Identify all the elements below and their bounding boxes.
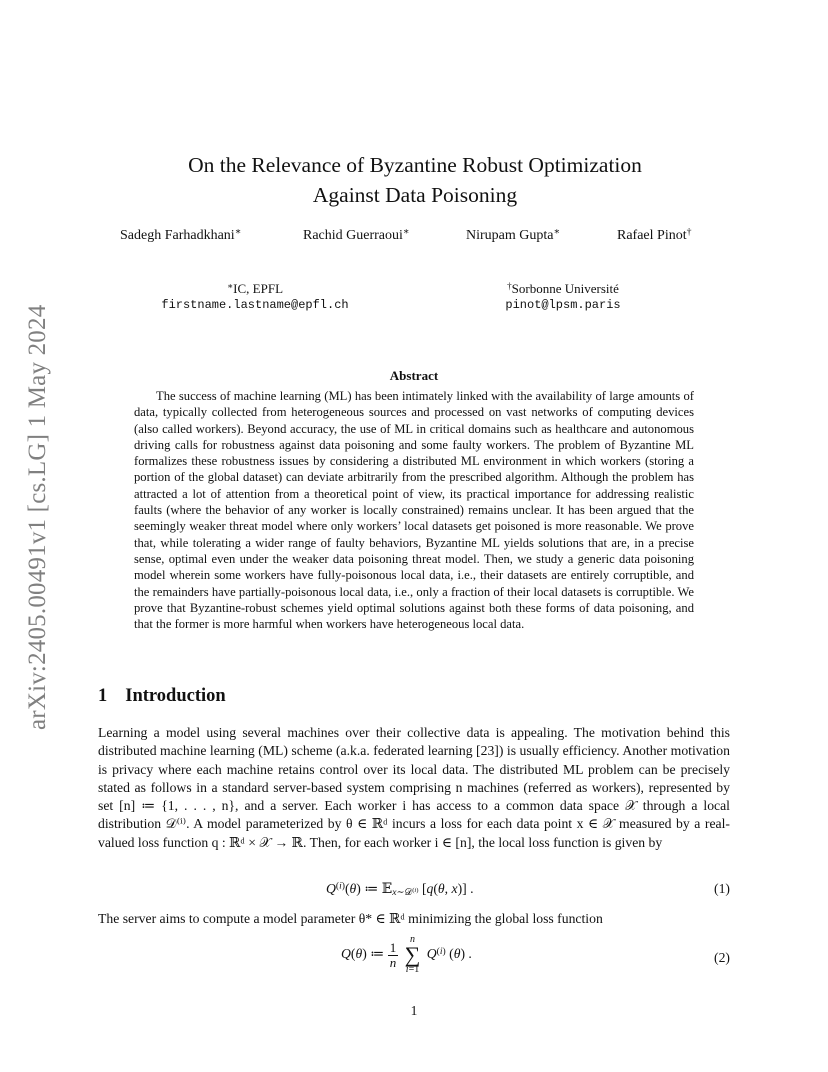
author: [303, 228, 410, 244]
affiliation-email: pinot@lpsm.paris: [505, 298, 621, 312]
equation-1: [98, 881, 730, 901]
equation-2-expression: Q(θ) ≔ $\frac{1}{n}$ n ∑ i=1 $Q^{(i)}$ (θ) .: [341, 934, 472, 975]
section-heading: [98, 686, 226, 707]
fraction: $\frac{1}{n}$: [389, 939, 397, 970]
title-line-2: Against Data Poisoning: [312, 183, 518, 207]
author-name: Rachid Guerraoui: [303, 228, 403, 243]
author-mark: ∗: [553, 226, 561, 238]
abstract-heading: Abstract: [389, 368, 439, 383]
author-name: Sadegh Farhadkhani: [120, 228, 235, 243]
author-mark: ∗: [234, 226, 242, 238]
affiliation-name: [478, 280, 648, 297]
author-name: Rafael Pinot: [617, 228, 687, 243]
page-number: 1: [410, 1003, 418, 1018]
affiliation: [150, 280, 360, 314]
author: [617, 228, 692, 244]
affiliation-mark: †: [507, 280, 512, 291]
affiliation-name: [150, 280, 360, 297]
equation-2-number: (2): [714, 950, 730, 965]
affiliation-text: Sorbonne Université: [511, 281, 619, 296]
affiliation-text: IC, EPFL: [233, 281, 284, 296]
equation-2: [98, 935, 730, 985]
section-number: 1: [98, 686, 108, 706]
title-line-1: On the Relevance of Byzantine Robust Optimization: [188, 153, 642, 177]
arxiv-identifier: arXiv:2405.00491v1 [cs.LG] 1 May 2024: [24, 304, 51, 730]
summation: n ∑ i=1: [404, 934, 421, 975]
affiliation-mark: ∗: [226, 280, 234, 291]
abstract-text: The success of machine learning (ML) has been intimately linked with the availability of large amounts of data, typically collected from heterogeneous sources and processed on vast networks of computing devices (also called workers). Beyond accuracy, the use of ML in critical domains such as healthcare and autonomous driving calls for robustness against data poisoning and some faulty workers. The problem of Byzantine ML formalizes these robustness issues by considering a distributed ML environment in which workers (storing a portion of the global dataset) can deviate arbitrarily from the prescribed algorithm. Although the problem has attracted a lot of attention from a theoretical point of view, its practical importance for addressing realistic faults (where the behavior of any worker is locally constrained) remains unclear. It has been argued that the seemingly weaker threat model where only workers’ local datasets get poisoned is more reasonable. We prove that, while tolerating a wider range of faulty behaviors, Byzantine ML yields solutions that are, in a precise sense, optimal even under the weaker data poisoning threat model. Then, we study a generic data poisoning model wherein some workers have fully-poisonous local data, i.e., their datasets are entirely corruptible, and the remainders have partially-poisonous local data, i.e., only a fraction of their local datasets is corruptible. We prove that Byzantine-robust schemes yield optimal solutions against both these forms of data poisoning, and that the former is more harmful when workers have heterogeneous local data.: [134, 389, 694, 632]
author: [466, 228, 560, 244]
affiliation-email: firstname.lastname@epfl.ch: [161, 298, 349, 312]
section-title: Introduction: [125, 686, 226, 706]
author-name: Nirupam Gupta: [466, 228, 554, 243]
affiliation: [478, 280, 648, 314]
author-mark: ∗: [402, 226, 410, 238]
intro-paragraph-1: Learning a model using several machines over their collective data is appealing. The motivation behind this distributed machine learning (ML) scheme (a.k.a. federated learning [23]) is usually efficiency. Another motivation is privacy where each machine retains control over its local data. The distributed ML problem can be precisely stated as follows in a standard server-based system comprising n machines (referred as workers), represented by set [n] ≔ {1, . . . , n}, and a server. Each worker i has access to a common data space 𝒳 through a local distribution 𝒟⁽ⁱ⁾. A model parameterized by θ ∈ ℝᵈ incurs a loss for each data point x ∈ 𝒳 measured by a real-valued loss function q : ℝᵈ × 𝒳 → ℝ. Then, for each worker i ∈ [n], the local loss function is given by: [98, 725, 730, 850]
equation-1-number: (1): [714, 881, 730, 896]
intro-paragraph-2: The server aims to compute a model parameter θ* ∈ ℝᵈ minimizing the global loss function: [98, 911, 603, 926]
arxiv-identifier-margin: [16, 260, 56, 730]
author: [120, 228, 241, 244]
author-mark: †: [686, 226, 692, 238]
equation-1-expression: $Q^{(i)}(\theta)$ ≔ 𝔼$_{x\sim 𝒟^{(i)}}$ [q(θ, x)] .: [326, 880, 474, 899]
paper-title: [100, 150, 730, 210]
